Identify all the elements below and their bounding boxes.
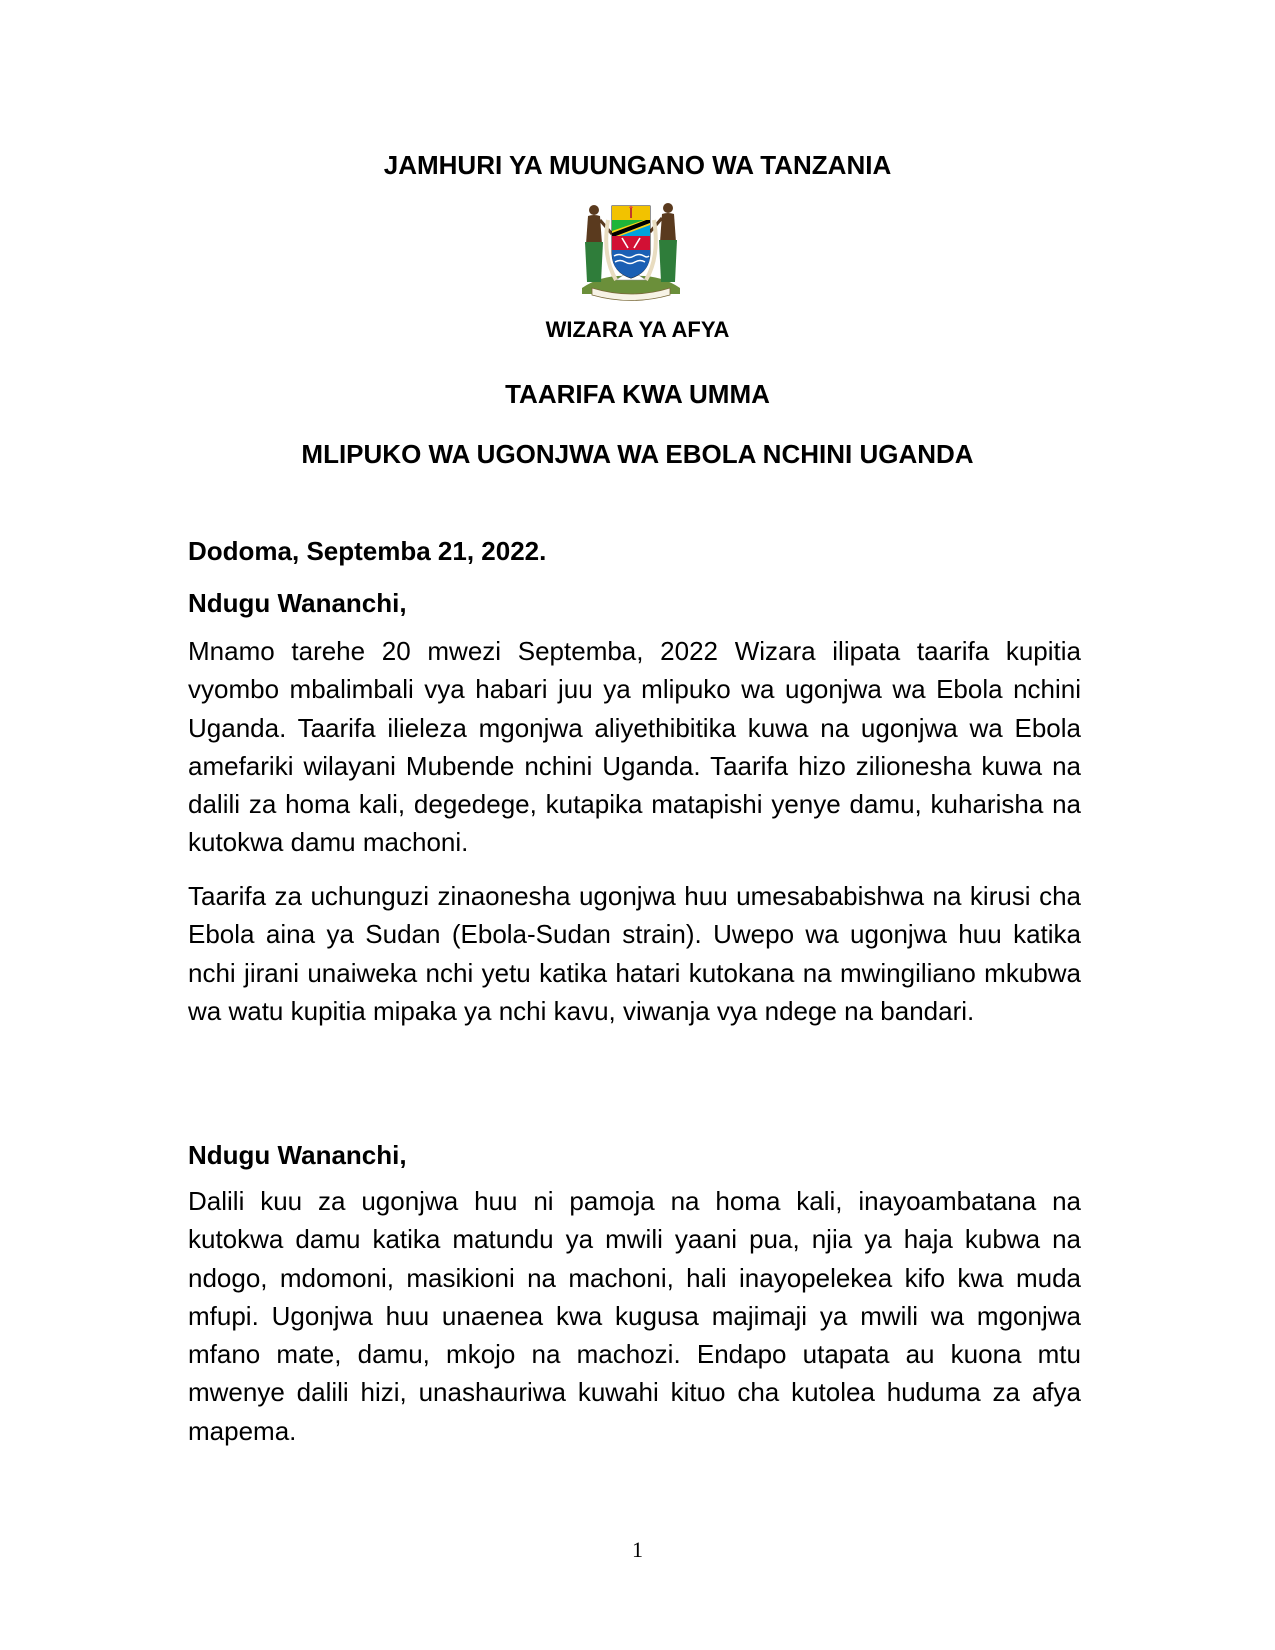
paragraph: Mnamo tarehe 20 mwezi Septemba, 2022 Wizara ilipata taarifa kupitia vyombo mbalimbali vya habari juu ya mlipuko wa ugonjwa wa Ebola nchini Uganda. Taarifa ilieleza mgonjwa aliyethibitika kuwa na ugonjwa wa Ebola amefariki wilayani Mubende nchini Uganda. Taarifa hizo zilionesha kuwa na dalili za homa kali, degedege, kutapika matapishi yenye damu, kuharisha na kutokwa damu machoni. bbox=[188, 636, 1081, 858]
paragraph: Taarifa za uchunguzi zinaonesha ugonjwa huu umesababishwa na kirusi cha Ebola aina ya Sudan (Ebola-Sudan strain). Uwepo wa ugonjwa huu katika nchi jirani unaiweka nchi yetu katika hatari kutokana na mwingiliano mkubwa wa watu kupitia mipaka ya nchi kavu, viwanja vya ndege na bandari. bbox=[188, 881, 1081, 1026]
ministry-name: WIZARA YA AFYA bbox=[545, 317, 730, 342]
salutation: Ndugu Wananchi, bbox=[188, 588, 407, 618]
paragraph: Dalili kuu za ugonjwa huu ni pamoja na homa kali, inayoambatana na kutokwa damu katika matundu ya mwili yaani pua, njia ya haja kubwa na ndogo, mdomoni, masikioni na machoni, hali inayopelekea kifo kwa muda mfupi. Ugonjwa huu unaenea kwa kugusa majimaji ya mwili wa mgonjwa mfano mate, damu, mkojo na machozi. Endapo utapata au kuona mtu mwenye dalili hizi, unashauriwa kuwahi kituo cha kutolea huduma za afya mapema. bbox=[188, 1186, 1081, 1446]
notice-title: TAARIFA KWA UMMA bbox=[505, 379, 770, 409]
country-title: JAMHURI YA MUUNGANO WA TANZANIA bbox=[383, 150, 892, 180]
salutation: Ndugu Wananchi, bbox=[188, 1140, 407, 1170]
dateline: Dodoma, Septemba 21, 2022. bbox=[188, 536, 547, 566]
page-number: 1 bbox=[632, 1537, 643, 1562]
notice-subject: MLIPUKO WA UGONJWA WA EBOLA NCHINI UGANDA bbox=[301, 439, 974, 469]
coat-of-arms-emblem bbox=[572, 196, 690, 302]
